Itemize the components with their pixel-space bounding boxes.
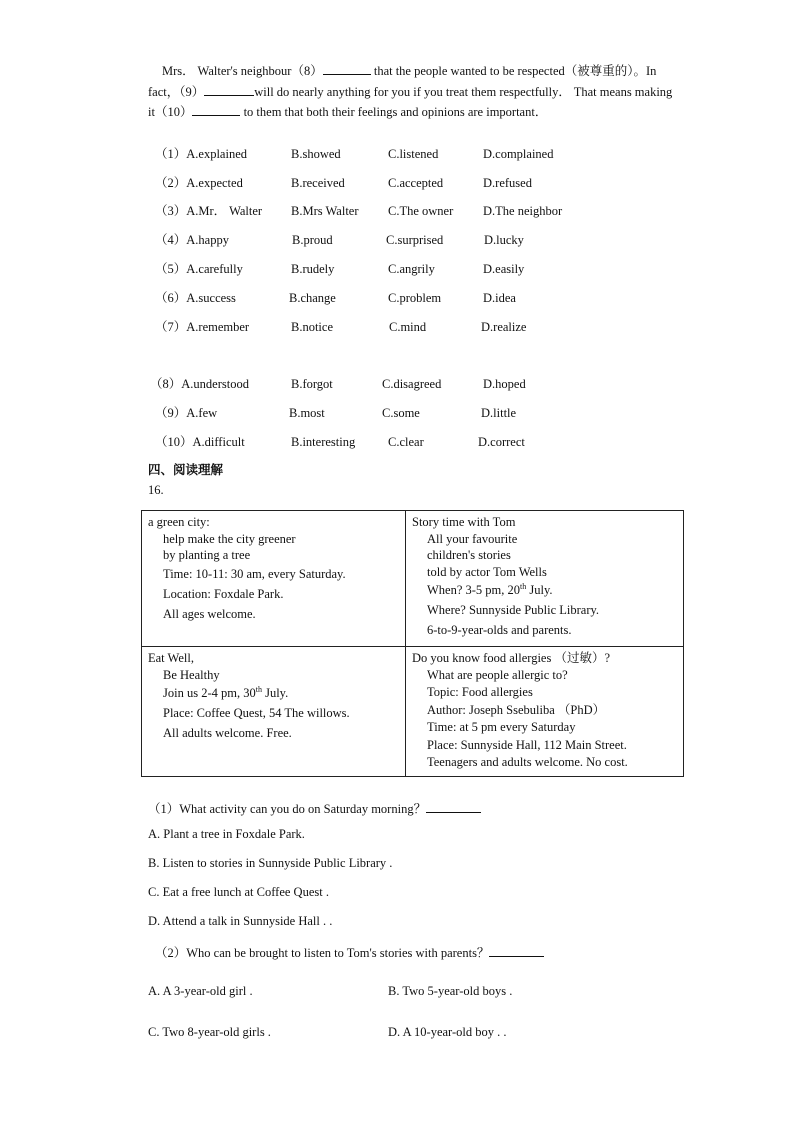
ordinal-suffix: th (255, 684, 262, 694)
option-d[interactable]: D.hoped (483, 377, 526, 391)
ad-line: children's stories (427, 548, 511, 562)
option-c[interactable]: C.surprised (386, 233, 444, 247)
option-a[interactable]: （2）A.expected (155, 176, 243, 190)
ad-title: Eat Well, (148, 651, 194, 665)
ad-line: 6-to-9-year-olds and parents. (427, 623, 572, 637)
section-title: 四、阅读理解 (148, 462, 224, 477)
ad-line: Topic: Food allergies (427, 685, 533, 699)
option-b[interactable]: B.received (291, 176, 345, 190)
option-a[interactable]: （8）A.understood (150, 377, 249, 391)
option-b[interactable]: B.forgot (291, 377, 333, 391)
option-c[interactable]: C.angrily (388, 262, 435, 276)
answer-blank-9[interactable] (204, 83, 254, 96)
option-a[interactable]: （4）A.happy (155, 233, 229, 247)
eat-well-ad (142, 647, 406, 777)
option-c[interactable]: C.accepted (388, 176, 444, 190)
ad-line: Where? Sunnyside Public Library. (427, 603, 600, 617)
question-text: （1）What activity can you do on Saturday morning？ (148, 802, 427, 816)
q1-option-b[interactable]: B. Listen to stories in Sunnyside Public Library . (148, 856, 393, 870)
ad-line: Be Healthy (163, 667, 220, 682)
option-c[interactable]: C.some (382, 406, 420, 420)
q1-option-d[interactable]: D. Attend a talk in Sunnyside Hall . . (148, 914, 333, 928)
food-allergies-ad (406, 647, 684, 777)
answer-blank-10[interactable] (192, 103, 240, 116)
q2-option-b[interactable]: B. Two 5-year-old boys . (388, 984, 513, 998)
option-a[interactable]: （3）A.Mr． Walter (155, 204, 263, 218)
option-b[interactable]: B.rudely (291, 262, 335, 276)
ad-line (412, 580, 677, 600)
ad-title: Do you know food allergies （过敏）? (412, 651, 611, 665)
ad-title: Story time with Tom (412, 515, 516, 529)
option-d[interactable]: D.lucky (484, 233, 524, 247)
story-time-ad (406, 511, 684, 647)
option-a[interactable]: （1）A.explained (155, 147, 247, 161)
notice-table (141, 510, 684, 777)
option-b[interactable]: B.notice (291, 320, 334, 334)
q2-option-d[interactable]: D. A 10-year-old boy . . (388, 1025, 507, 1039)
option-a[interactable]: （6）A.success (155, 291, 236, 305)
ad-line: Place: Coffee Quest, 54 The willows. (163, 706, 350, 720)
ad-line: Time: at 5 pm every Saturday (427, 720, 576, 734)
option-a[interactable]: （10）A.difficult (155, 435, 245, 449)
ad-line: Time: 10-11: 30 am, every Saturday. (163, 566, 346, 581)
option-d[interactable]: D.realize (481, 320, 527, 334)
option-c[interactable]: C.problem (388, 291, 442, 305)
ad-line: All your favourite (427, 531, 518, 546)
option-b[interactable]: B.most (289, 406, 325, 420)
ad-line: All adults welcome. Free. (163, 726, 292, 740)
option-c[interactable]: C.clear (388, 435, 424, 449)
answer-blank-8[interactable] (323, 62, 371, 75)
ad-line: Author: Joseph Ssebuliba （PhD） (427, 702, 606, 717)
ordinal-suffix: th (520, 581, 527, 591)
q2-option-c[interactable]: C. Two 8-year-old girls . (148, 1025, 271, 1039)
answer-blank-q2[interactable] (489, 944, 544, 957)
option-c[interactable]: C.listened (388, 147, 439, 161)
passage-text-3: will do nearly anything for you if you treat them respectfully． That means making it（10） (148, 84, 673, 119)
option-d[interactable]: D.idea (483, 291, 516, 305)
passage-text-1: Mrs． Walter's neighbour（8） (162, 64, 323, 78)
option-d[interactable]: D.complained (483, 147, 554, 161)
option-b[interactable]: B.interesting (291, 435, 356, 449)
question-1-stem (148, 799, 481, 817)
option-a[interactable]: （5）A.carefully (155, 262, 243, 276)
ad-line-text: July. (261, 686, 289, 700)
option-d[interactable]: D.little (481, 406, 517, 420)
option-d[interactable]: D.correct (478, 435, 525, 449)
option-c[interactable]: C.mind (389, 320, 427, 334)
passage-text-4: to them that both their feelings and opinions are important． (243, 105, 548, 119)
ad-line: Place: Sunnyside Hall, 112 Main Street. (427, 737, 627, 752)
ad-line: Teenagers and adults welcome. No cost. (427, 755, 628, 769)
option-d[interactable]: D.refused (483, 176, 532, 190)
question-text: （2）Who can be brought to listen to Tom's stories with parents？ (155, 946, 490, 960)
option-d[interactable]: D.The neighbor (483, 204, 563, 218)
passage-text-2: that the people wanted to be respected（被尊重的）。In fact，（9） (148, 64, 657, 99)
option-c[interactable]: C.disagreed (382, 377, 442, 391)
option-d[interactable]: D.easily (483, 262, 525, 276)
green-city-ad (142, 511, 406, 647)
option-a[interactable]: （9）A.few (155, 406, 218, 420)
ad-line: Location: Foxdale Park. (163, 586, 284, 601)
answer-blank-q1[interactable] (426, 800, 481, 813)
ad-line-text: Join us 2-4 pm, 30 (163, 686, 256, 700)
ad-title: a green city: (148, 515, 210, 529)
option-b[interactable]: B.Mrs Walter (291, 204, 359, 218)
ad-line (148, 683, 399, 703)
ad-line: All ages welcome. (163, 606, 256, 621)
cloze-passage-end (148, 61, 673, 123)
ad-line-text: When? 3-5 pm, 20 (427, 583, 521, 597)
ad-line: told by actor Tom Wells (427, 564, 547, 579)
option-b[interactable]: B.change (289, 291, 336, 305)
ad-line: by planting a tree (163, 548, 251, 562)
option-c[interactable]: C.The owner (388, 204, 454, 218)
q1-option-a[interactable]: A. Plant a tree in Foxdale Park. (148, 827, 305, 841)
ad-line: What are people allergic to? (427, 667, 568, 682)
option-b[interactable]: B.proud (292, 233, 333, 247)
question-2-stem (155, 943, 544, 961)
ad-line: help make the city greener (163, 531, 296, 546)
question-number: 16. (148, 483, 164, 497)
q2-option-a[interactable]: A. A 3-year-old girl . (148, 984, 253, 998)
q1-option-c[interactable]: C. Eat a free lunch at Coffee Quest . (148, 885, 329, 899)
option-b[interactable]: B.showed (291, 147, 341, 161)
option-a[interactable]: （7）A.remember (155, 320, 250, 334)
ad-line-text: July. (526, 583, 553, 597)
